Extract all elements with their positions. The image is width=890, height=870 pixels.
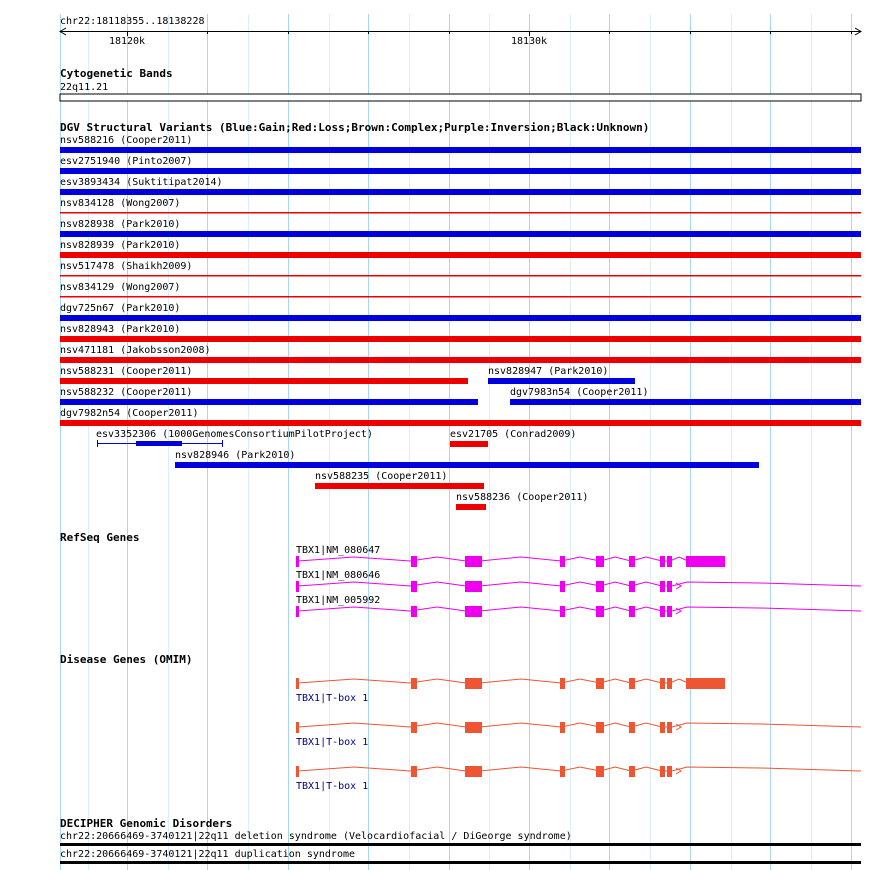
gene-introns	[298, 767, 861, 771]
dgv-feature-bar[interactable]	[60, 231, 861, 237]
disorder-bar[interactable]	[60, 843, 861, 846]
dgv-feature-bar[interactable]	[60, 189, 861, 195]
dgv-feature-label: nsv834129 (Wong2007)	[60, 282, 181, 293]
dgv-feature-label: nsv828939 (Park2010)	[60, 240, 181, 251]
omim-gene-tbx1-2[interactable]	[296, 722, 861, 748]
dgv-feature-nsv828938[interactable]	[60, 219, 861, 237]
refseq-track	[60, 531, 861, 617]
dgv-feature-nsv834128[interactable]	[60, 198, 861, 214]
dgv-feature-label: esv3352306 (1000GenomesConsortiumPilotProject)	[96, 429, 373, 440]
dgv-feature-bar[interactable]	[450, 441, 488, 447]
transcript-introns	[298, 582, 861, 586]
decipher-disorder-deletion[interactable]	[60, 831, 861, 846]
transcript-introns	[298, 607, 861, 611]
dgv-feature-bar[interactable]	[175, 462, 759, 468]
decipher-disorder-duplication[interactable]	[60, 849, 861, 864]
dgv-feature-label: nsv834128 (Wong2007)	[60, 198, 181, 209]
dgv-feature-label: nsv588235 (Cooper2011)	[315, 471, 448, 482]
dgv-feature-esv3893434[interactable]	[60, 177, 861, 195]
dgv-feature-label: esv21705 (Conrad2009)	[450, 429, 577, 440]
cytoband-label: 22q11.21	[60, 82, 109, 93]
dgv-feature-nsv588232[interactable]	[60, 387, 478, 405]
dgv-feature-label: nsv828938 (Park2010)	[60, 219, 181, 230]
dgv-feature-label: nsv588231 (Cooper2011)	[60, 366, 193, 377]
dgv-feature-dgv7982n54[interactable]	[60, 408, 861, 426]
dgv-feature-nsv471181[interactable]	[60, 345, 861, 363]
dgv-feature-label: nsv588236 (Cooper2011)	[456, 492, 589, 503]
transcript-label: TBX1|NM_080647	[296, 545, 381, 556]
refseq-transcript-nm-080647[interactable]	[296, 545, 725, 567]
dgv-feature-nsv828943[interactable]	[60, 324, 861, 342]
tick-label-18130k: 18130k	[510, 36, 548, 47]
decipher-track	[60, 817, 861, 864]
dgv-feature-label: nsv828947 (Park2010)	[488, 366, 609, 377]
dgv-track-title: DGV Structural Variants (Blue:Gain;Red:Loss;Brown:Complex;Purple:Inversion;Black:Unknown)	[60, 121, 650, 134]
dgv-feature-label: nsv517478 (Shaikh2009)	[60, 261, 193, 272]
dgv-feature-label: nsv828943 (Park2010)	[60, 324, 181, 335]
cytoband-track	[60, 67, 861, 101]
transcript-label: TBX1|NM_005992	[296, 595, 381, 606]
dgv-feature-bar[interactable]	[315, 483, 484, 489]
dgv-feature-dgv7983n54[interactable]	[510, 387, 861, 405]
dgv-feature-bar[interactable]	[60, 168, 861, 174]
refseq-transcript-nm-080646[interactable]	[296, 570, 861, 592]
omim-gene-tbx1-3[interactable]	[296, 766, 861, 792]
dgv-feature-bar[interactable]	[136, 441, 182, 446]
dgv-feature-bar[interactable]	[60, 357, 861, 363]
ruler[interactable]	[60, 16, 861, 47]
refseq-transcript-nm-005992[interactable]	[296, 595, 861, 617]
dgv-feature-bar[interactable]	[60, 420, 861, 426]
disorder-label: chr22:20666469-3740121|22q11 deletion syndrome (Velocardiofacial / DiGeorge syndrome)	[60, 831, 572, 842]
transcript-label: TBX1|NM_080646	[296, 570, 381, 581]
cytoband-track-title: Cytogenetic Bands	[60, 67, 173, 80]
dgv-feature-bar[interactable]	[456, 504, 486, 510]
dgv-feature-nsv517478[interactable]	[60, 261, 861, 277]
omim-gene-tbx1-1[interactable]	[296, 678, 725, 704]
dgv-feature-bar[interactable]	[60, 378, 468, 384]
dgv-feature-esv21705[interactable]	[450, 429, 576, 447]
dgv-feature-bar[interactable]	[60, 296, 861, 298]
dgv-feature-label: esv2751940 (Pinto2007)	[60, 156, 193, 167]
gene-label: TBX1|T-box 1	[296, 693, 369, 704]
dgv-feature-bar[interactable]	[488, 378, 635, 384]
dgv-feature-label: esv3893434 (Suktitipat2014)	[60, 177, 223, 188]
dgv-feature-label: dgv7982n54 (Cooper2011)	[60, 408, 199, 419]
dgv-feature-esv2751940[interactable]	[60, 156, 861, 174]
dgv-feature-label: nsv828946 (Park2010)	[175, 450, 296, 461]
dgv-feature-label: nsv588232 (Cooper2011)	[60, 387, 193, 398]
dgv-feature-bar[interactable]	[60, 212, 861, 214]
dgv-feature-label: nsv588216 (Cooper2011)	[60, 135, 193, 146]
region-label: chr22:18118355..18138228	[60, 16, 205, 27]
omim-track	[60, 653, 861, 792]
dgv-feature-nsv588235[interactable]	[315, 471, 484, 489]
refseq-track-title: RefSeq Genes	[60, 531, 140, 544]
dgv-feature-nsv588236[interactable]	[456, 492, 588, 510]
tick-label-18120k: 18120k	[108, 36, 146, 47]
gene-introns	[298, 723, 861, 727]
dgv-track	[60, 121, 861, 510]
dgv-feature-label: dgv725n67 (Park2010)	[60, 303, 181, 314]
dgv-feature-bar[interactable]	[510, 399, 861, 405]
dgv-feature-bar[interactable]	[60, 399, 478, 405]
dgv-feature-esv3352306[interactable]	[96, 429, 373, 447]
decipher-track-title: DECIPHER Genomic Disorders	[60, 817, 233, 830]
dgv-feature-nsv834129[interactable]	[60, 282, 861, 298]
dgv-feature-bar[interactable]	[60, 315, 861, 321]
dgv-feature-bar[interactable]	[60, 252, 861, 258]
dgv-feature-nsv828939[interactable]	[60, 240, 861, 258]
disorder-label: chr22:20666469-3740121|22q11 duplication syndrome	[60, 849, 356, 860]
dgv-feature-label: nsv471181 (Jakobsson2008)	[60, 345, 211, 356]
dgv-feature-label: dgv7983n54 (Cooper2011)	[510, 387, 649, 398]
cytoband-bar[interactable]	[60, 94, 861, 101]
dgv-feature-nsv828946[interactable]	[175, 450, 759, 468]
omim-track-title: Disease Genes (OMIM)	[60, 653, 193, 666]
dgv-feature-nsv828947[interactable]	[488, 366, 635, 384]
dgv-feature-nsv588231[interactable]	[60, 366, 468, 384]
dgv-feature-bar[interactable]	[60, 147, 861, 153]
gene-label: TBX1|T-box 1	[296, 737, 369, 748]
dgv-feature-dgv725n67[interactable]	[60, 303, 861, 321]
gene-label: TBX1|T-box 1	[296, 781, 369, 792]
dgv-feature-bar[interactable]	[60, 275, 861, 277]
dgv-feature-bar[interactable]	[60, 336, 861, 342]
disorder-bar[interactable]	[60, 861, 861, 864]
dgv-feature-nsv588216[interactable]	[60, 135, 861, 153]
